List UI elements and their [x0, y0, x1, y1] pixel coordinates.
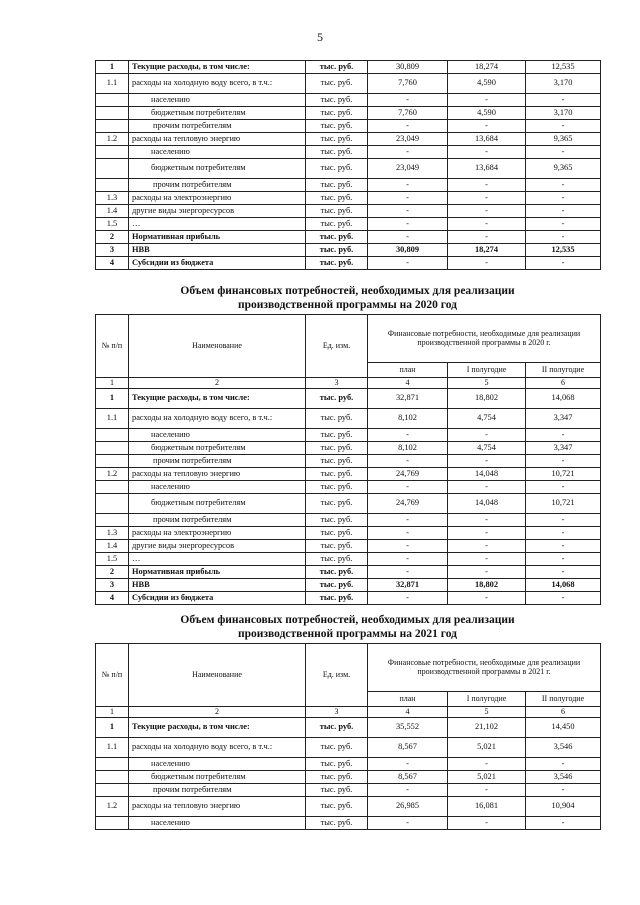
row-value-plan: - — [368, 429, 448, 442]
row-name: бюджетным потребителям — [129, 107, 306, 120]
financial-table-2019 — [95, 60, 601, 270]
header-half2: II полугодие — [526, 363, 601, 378]
row-number — [96, 494, 129, 514]
table-row — [96, 159, 601, 179]
row-value-half1: - — [448, 514, 526, 527]
table-row — [96, 61, 601, 74]
row-value-half2: 3,347 — [526, 409, 601, 429]
table-row — [96, 718, 601, 738]
row-unit: тыс. руб. — [306, 527, 368, 540]
row-name: Нормативная прибыль — [129, 231, 306, 244]
row-name: … — [129, 553, 306, 566]
row-value-plan: 23,049 — [368, 159, 448, 179]
row-value-plan: - — [368, 218, 448, 231]
row-number: 1.2 — [96, 797, 129, 817]
row-value-half1: - — [448, 257, 526, 270]
row-number — [96, 146, 129, 159]
row-value-half1: 18,802 — [448, 579, 526, 592]
row-value-half2: - — [526, 455, 601, 468]
row-value-half1: - — [448, 527, 526, 540]
financial-table-2020 — [95, 314, 601, 605]
index-row — [96, 378, 601, 389]
row-unit: тыс. руб. — [306, 389, 368, 409]
row-number: 1.1 — [96, 74, 129, 94]
row-number: 1.2 — [96, 133, 129, 146]
table-row — [96, 566, 601, 579]
row-value-half1: - — [448, 179, 526, 192]
index-cell: 4 — [368, 378, 448, 389]
table-row — [96, 231, 601, 244]
header-plan: план — [368, 363, 448, 378]
index-cell: 6 — [526, 378, 601, 389]
row-value-half2: - — [526, 120, 601, 133]
row-name: Субсидии из бюджета — [129, 592, 306, 605]
row-name: прочим потребителям — [129, 455, 306, 468]
row-value-half1: - — [448, 455, 526, 468]
row-value-plan: - — [368, 527, 448, 540]
index-cell: 6 — [526, 707, 601, 718]
row-value-plan: - — [368, 592, 448, 605]
row-unit: тыс. руб. — [306, 758, 368, 771]
row-value-half2: 14,068 — [526, 389, 601, 409]
row-name: бюджетным потребителям — [129, 159, 306, 179]
row-name: бюджетным потребителям — [129, 442, 306, 455]
row-number: 1.5 — [96, 553, 129, 566]
row-number: 1.4 — [96, 540, 129, 553]
row-unit: тыс. руб. — [306, 179, 368, 192]
row-unit: тыс. руб. — [306, 257, 368, 270]
row-unit: тыс. руб. — [306, 159, 368, 179]
row-name: прочим потребителям — [129, 784, 306, 797]
row-name: расходы на электроэнергию — [129, 527, 306, 540]
row-value-half1: - — [448, 540, 526, 553]
row-number — [96, 442, 129, 455]
row-value-half1: 5,021 — [448, 771, 526, 784]
table-row — [96, 94, 601, 107]
row-unit: тыс. руб. — [306, 231, 368, 244]
row-value-half1: 16,081 — [448, 797, 526, 817]
row-unit: тыс. руб. — [306, 107, 368, 120]
row-unit: тыс. руб. — [306, 494, 368, 514]
row-value-half2: 10,721 — [526, 494, 601, 514]
row-value-half1: - — [448, 218, 526, 231]
row-unit: тыс. руб. — [306, 738, 368, 758]
header-row — [96, 315, 601, 363]
table-row — [96, 758, 601, 771]
row-value-half1: - — [448, 817, 526, 830]
index-cell: 4 — [368, 707, 448, 718]
row-value-half1: 14,048 — [448, 468, 526, 481]
row-number: 4 — [96, 257, 129, 270]
row-value-half1: - — [448, 429, 526, 442]
row-value-half2: 3,347 — [526, 442, 601, 455]
row-unit: тыс. руб. — [306, 218, 368, 231]
row-name: НВВ — [129, 244, 306, 257]
row-name: населению — [129, 481, 306, 494]
row-name: расходы на тепловую энергию — [129, 468, 306, 481]
header-name: Наименование — [129, 644, 306, 707]
table-row — [96, 389, 601, 409]
row-value-plan: 7,760 — [368, 107, 448, 120]
header-num: № п/п — [96, 644, 129, 707]
row-unit: тыс. руб. — [306, 784, 368, 797]
table-row — [96, 579, 601, 592]
header-plan: план — [368, 692, 448, 707]
row-value-plan: - — [368, 540, 448, 553]
row-value-half1: - — [448, 758, 526, 771]
header-half1: I полугодие — [448, 363, 526, 378]
row-value-half2: 12,535 — [526, 61, 601, 74]
index-row — [96, 707, 601, 718]
row-value-half1: - — [448, 553, 526, 566]
row-value-half1: 18,274 — [448, 61, 526, 74]
table-row — [96, 133, 601, 146]
row-value-half2: - — [526, 527, 601, 540]
row-number — [96, 107, 129, 120]
table-row — [96, 817, 601, 830]
row-value-plan: 32,871 — [368, 579, 448, 592]
row-number: 1.5 — [96, 218, 129, 231]
table-row — [96, 244, 601, 257]
row-value-plan: - — [368, 566, 448, 579]
row-number: 1 — [96, 389, 129, 409]
table-row — [96, 468, 601, 481]
row-value-plan: - — [368, 758, 448, 771]
header-half1: I полугодие — [448, 692, 526, 707]
page-number: 5 — [317, 30, 323, 44]
header-name: Наименование — [129, 315, 306, 378]
header-half2: II полугодие — [526, 692, 601, 707]
row-value-half2: - — [526, 205, 601, 218]
row-unit: тыс. руб. — [306, 514, 368, 527]
row-value-half2: 10,904 — [526, 797, 601, 817]
row-name: бюджетным потребителям — [129, 494, 306, 514]
row-name: другие виды энергоресурсов — [129, 540, 306, 553]
row-value-half2: - — [526, 146, 601, 159]
table-row — [96, 257, 601, 270]
row-value-plan: - — [368, 179, 448, 192]
row-name: населению — [129, 817, 306, 830]
row-unit: тыс. руб. — [306, 540, 368, 553]
header-unit: Ед. изм. — [306, 315, 368, 378]
row-value-half1: 4,590 — [448, 107, 526, 120]
row-value-half2: - — [526, 231, 601, 244]
row-number — [96, 159, 129, 179]
row-value-half1: 4,754 — [448, 409, 526, 429]
row-unit: тыс. руб. — [306, 592, 368, 605]
header-financial-needs: Финансовые потребности, необходимые для реализации производственной программы в 2021 г. — [368, 644, 601, 692]
header-row — [96, 644, 601, 692]
row-unit: тыс. руб. — [306, 244, 368, 257]
row-value-half1: - — [448, 146, 526, 159]
row-value-half1: 5,021 — [448, 738, 526, 758]
table-row — [96, 455, 601, 468]
index-cell: 1 — [96, 378, 129, 389]
row-value-half2: - — [526, 94, 601, 107]
table-row — [96, 120, 601, 133]
row-value-half1: - — [448, 566, 526, 579]
table-row — [96, 429, 601, 442]
row-unit: тыс. руб. — [306, 579, 368, 592]
row-number: 1 — [96, 718, 129, 738]
row-value-half1: 13,684 — [448, 133, 526, 146]
row-value-half1: - — [448, 192, 526, 205]
index-cell: 1 — [96, 707, 129, 718]
row-value-half2: - — [526, 540, 601, 553]
row-value-half2: - — [526, 592, 601, 605]
row-unit: тыс. руб. — [306, 409, 368, 429]
row-name: расходы на тепловую энергию — [129, 797, 306, 817]
row-unit: тыс. руб. — [306, 74, 368, 94]
index-cell: 2 — [129, 707, 306, 718]
section-title-2021: Объем финансовых потребностей, необходимых для реализации производственной программы на 2021 год — [180, 614, 515, 640]
index-cell: 3 — [306, 378, 368, 389]
row-unit: тыс. руб. — [306, 120, 368, 133]
row-unit: тыс. руб. — [306, 455, 368, 468]
row-value-half2: - — [526, 758, 601, 771]
row-value-half1: - — [448, 120, 526, 133]
row-value-half1: - — [448, 481, 526, 494]
row-value-half2: 14,450 — [526, 718, 601, 738]
row-value-plan: 23,049 — [368, 133, 448, 146]
row-value-half2: - — [526, 429, 601, 442]
row-value-half2: 12,535 — [526, 244, 601, 257]
table-row — [96, 494, 601, 514]
row-value-half1: - — [448, 205, 526, 218]
row-value-plan: 8,567 — [368, 771, 448, 784]
row-unit: тыс. руб. — [306, 468, 368, 481]
row-value-half2: 9,365 — [526, 159, 601, 179]
row-value-plan: - — [368, 120, 448, 133]
row-name: расходы на электроэнергию — [129, 192, 306, 205]
table-row — [96, 107, 601, 120]
row-value-half1: 13,684 — [448, 159, 526, 179]
row-value-half1: - — [448, 94, 526, 107]
row-unit: тыс. руб. — [306, 205, 368, 218]
row-value-plan: 8,102 — [368, 409, 448, 429]
table-row — [96, 527, 601, 540]
row-name: Текущие расходы, в том числе: — [129, 718, 306, 738]
row-name: расходы на тепловую энергию — [129, 133, 306, 146]
row-unit: тыс. руб. — [306, 61, 368, 74]
row-unit: тыс. руб. — [306, 133, 368, 146]
row-value-half1: - — [448, 784, 526, 797]
row-value-plan: 30,809 — [368, 244, 448, 257]
row-value-half1: 4,754 — [448, 442, 526, 455]
row-number — [96, 455, 129, 468]
row-value-plan: - — [368, 192, 448, 205]
row-number — [96, 817, 129, 830]
row-unit: тыс. руб. — [306, 94, 368, 107]
table-row — [96, 540, 601, 553]
row-value-plan: 24,769 — [368, 468, 448, 481]
header-unit: Ед. изм. — [306, 644, 368, 707]
row-number: 2 — [96, 231, 129, 244]
row-name: населению — [129, 94, 306, 107]
row-number — [96, 771, 129, 784]
row-number: 1.1 — [96, 738, 129, 758]
row-unit: тыс. руб. — [306, 797, 368, 817]
header-financial-needs: Финансовые потребности, необходимые для реализации производственной программы в 2020 г. — [368, 315, 601, 363]
row-value-plan: 35,552 — [368, 718, 448, 738]
row-value-half1: 18,802 — [448, 389, 526, 409]
row-unit: тыс. руб. — [306, 442, 368, 455]
row-value-half2: - — [526, 179, 601, 192]
table-row — [96, 74, 601, 94]
row-unit: тыс. руб. — [306, 481, 368, 494]
table-row — [96, 784, 601, 797]
row-value-plan: - — [368, 94, 448, 107]
row-name: Нормативная прибыль — [129, 566, 306, 579]
row-number: 1.3 — [96, 192, 129, 205]
row-name: расходы на холодную воду всего, в т.ч.: — [129, 738, 306, 758]
row-name: Текущие расходы, в том числе: — [129, 389, 306, 409]
row-value-plan: 8,102 — [368, 442, 448, 455]
row-number — [96, 429, 129, 442]
row-value-plan: - — [368, 231, 448, 244]
row-value-half2: - — [526, 192, 601, 205]
row-unit: тыс. руб. — [306, 146, 368, 159]
row-name: прочим потребителям — [129, 120, 306, 133]
index-cell: 2 — [129, 378, 306, 389]
row-unit: тыс. руб. — [306, 566, 368, 579]
table-row — [96, 218, 601, 231]
row-value-half1: 14,048 — [448, 494, 526, 514]
row-value-half2: 14,068 — [526, 579, 601, 592]
row-number: 3 — [96, 579, 129, 592]
row-number: 3 — [96, 244, 129, 257]
row-value-plan: 26,985 — [368, 797, 448, 817]
row-value-half2: - — [526, 784, 601, 797]
row-value-half2: - — [526, 566, 601, 579]
row-value-half2: - — [526, 514, 601, 527]
row-unit: тыс. руб. — [306, 817, 368, 830]
row-value-plan: - — [368, 553, 448, 566]
row-value-plan: - — [368, 514, 448, 527]
row-name: населению — [129, 146, 306, 159]
row-number — [96, 758, 129, 771]
row-value-half2: 3,170 — [526, 74, 601, 94]
row-name: Текущие расходы, в том числе: — [129, 61, 306, 74]
row-name: другие виды энергоресурсов — [129, 205, 306, 218]
row-name: бюджетным потребителям — [129, 771, 306, 784]
row-value-plan: - — [368, 146, 448, 159]
section-title-2020: Объем финансовых потребностей, необходимых для реализации производственной программы на 2020 год — [180, 285, 515, 311]
row-name: прочим потребителям — [129, 179, 306, 192]
row-number: 1.1 — [96, 409, 129, 429]
table-row — [96, 179, 601, 192]
row-unit: тыс. руб. — [306, 429, 368, 442]
index-cell: 5 — [448, 707, 526, 718]
table-row — [96, 146, 601, 159]
table-row — [96, 771, 601, 784]
row-value-plan: - — [368, 455, 448, 468]
row-value-plan: - — [368, 257, 448, 270]
row-number — [96, 179, 129, 192]
index-cell: 3 — [306, 707, 368, 718]
row-number — [96, 481, 129, 494]
row-value-half1: 21,102 — [448, 718, 526, 738]
row-value-half1: 4,590 — [448, 74, 526, 94]
row-number: 1.3 — [96, 527, 129, 540]
table-row — [96, 481, 601, 494]
row-name: прочим потребителям — [129, 514, 306, 527]
row-name: расходы на холодную воду всего, в т.ч.: — [129, 409, 306, 429]
row-name: населению — [129, 758, 306, 771]
row-value-half2: 9,365 — [526, 133, 601, 146]
row-unit: тыс. руб. — [306, 771, 368, 784]
table-row — [96, 797, 601, 817]
row-value-plan: - — [368, 817, 448, 830]
table-row — [96, 592, 601, 605]
row-value-half2: - — [526, 817, 601, 830]
row-number: 2 — [96, 566, 129, 579]
row-value-plan: 24,769 — [368, 494, 448, 514]
row-value-half1: - — [448, 231, 526, 244]
table-row — [96, 514, 601, 527]
table-row — [96, 205, 601, 218]
row-number — [96, 514, 129, 527]
row-value-plan: 30,809 — [368, 61, 448, 74]
index-cell: 5 — [448, 378, 526, 389]
row-value-half1: - — [448, 592, 526, 605]
row-value-half2: - — [526, 481, 601, 494]
row-number — [96, 94, 129, 107]
row-value-plan: - — [368, 784, 448, 797]
row-value-plan: 7,760 — [368, 74, 448, 94]
row-value-plan: - — [368, 205, 448, 218]
row-value-half2: - — [526, 553, 601, 566]
table-row — [96, 442, 601, 455]
row-number: 1 — [96, 61, 129, 74]
row-value-half2: 3,546 — [526, 738, 601, 758]
table-row — [96, 409, 601, 429]
header-num: № п/п — [96, 315, 129, 378]
row-value-half2: - — [526, 218, 601, 231]
row-number: 1.4 — [96, 205, 129, 218]
row-number — [96, 120, 129, 133]
row-name: населению — [129, 429, 306, 442]
row-number: 1.2 — [96, 468, 129, 481]
row-value-plan: 32,871 — [368, 389, 448, 409]
financial-table-2021 — [95, 643, 601, 830]
row-value-plan: 8,567 — [368, 738, 448, 758]
row-number: 4 — [96, 592, 129, 605]
row-name: … — [129, 218, 306, 231]
row-value-plan: - — [368, 481, 448, 494]
table-row — [96, 553, 601, 566]
table-row — [96, 738, 601, 758]
row-value-half2: 3,170 — [526, 107, 601, 120]
table-row — [96, 192, 601, 205]
row-name: расходы на холодную воду всего, в т.ч.: — [129, 74, 306, 94]
row-value-half1: 18,274 — [448, 244, 526, 257]
row-unit: тыс. руб. — [306, 192, 368, 205]
row-name: Субсидии из бюджета — [129, 257, 306, 270]
row-unit: тыс. руб. — [306, 718, 368, 738]
row-value-half2: - — [526, 257, 601, 270]
row-number — [96, 784, 129, 797]
row-name: НВВ — [129, 579, 306, 592]
row-value-half2: 3,546 — [526, 771, 601, 784]
row-unit: тыс. руб. — [306, 553, 368, 566]
row-value-half2: 10,721 — [526, 468, 601, 481]
